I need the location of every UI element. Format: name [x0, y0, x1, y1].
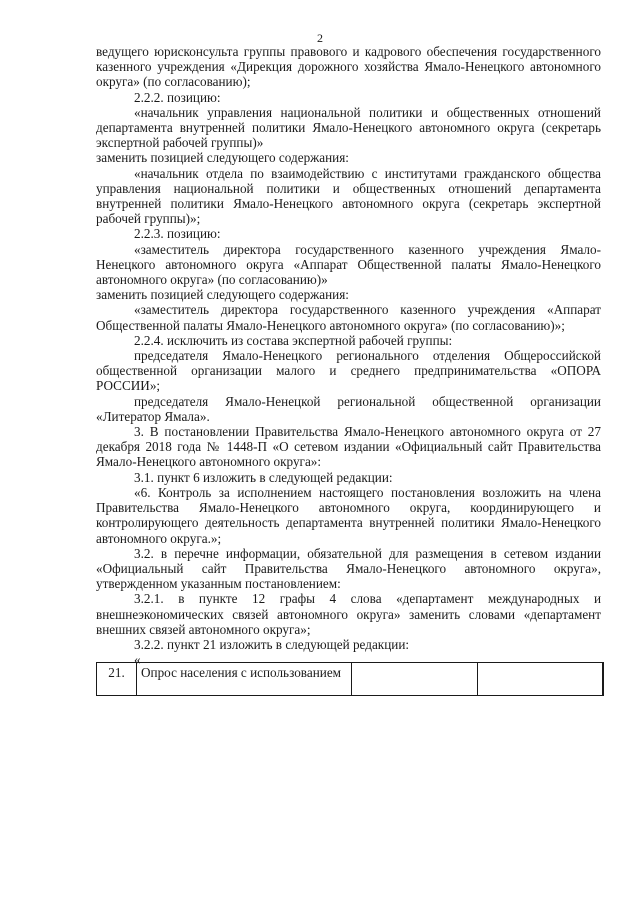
paragraph: 3. В постановлении Правительства Ямало-Ненецкого автономного округа от 27 декабря 2018 года № 1448-П «О сетевом издании «Официальный сайт Правительства Ямало-Ненецкого автономного округа»: [96, 424, 601, 470]
paragraph: 3.2.1. в пункте 12 графы 4 слова «департамент международных и внешнеэкономических связей автономного округа» заменить словами «департамент внешних связей автономного округа»; [96, 591, 601, 637]
paragraph: 2.2.2. позицию: [134, 89, 221, 105]
paragraph: 2.2.3. позицию: [134, 226, 221, 242]
position-table [96, 662, 604, 696]
paragraph: «заместитель директора государственного казенного учреждения Ямало-Ненецкого автономного округа «Аппарат Общественной палаты Ямало-Ненецкого автономного округа» (по согласованию)» [96, 241, 601, 288]
paragraph: «6. Контроль за исполнением настоящего постановления возложить на члена Правительства Ямало-Ненецкого автономного округа, координирующего и контролирующего деятельность департамента внутренней политики Ямало-Ненецкого автономного округа.»; [96, 484, 601, 546]
table-cell-empty [352, 663, 478, 696]
paragraph: заменить позицией следующего содержания: [96, 287, 349, 303]
paragraph: 3.2.2. пункт 21 изложить в следующей редакции: [134, 636, 410, 652]
paragraph: 3.1. пункт 6 изложить в следующей редакции: [134, 469, 393, 485]
table-cell-empty [603, 663, 604, 696]
paragraph: «начальник отдела по взаимодействию с институтами гражданского общества управления национальной политики и общественных отношений департамента внутренней политики Ямало-Ненецкого автономного округа (секретарь экспертной рабочей группы)»; [96, 165, 601, 227]
paragraph: 3.2. в перечне информации, обязательной для размещения в сетевом издании «Официальный сайт Правительства Ямало-Ненецкого автономного округа», утвержденном указанным постановлением: [96, 545, 601, 592]
paragraph: ведущего юрисконсульта группы правового и кадрового обеспечения государственного казенного учреждения «Дирекция дорожного хозяйства Ямало-Ненецкого автономного округа» (по согласованию); [96, 44, 601, 90]
table-cell-number: 21. [97, 663, 137, 696]
table-cell-empty [478, 663, 603, 696]
quote-opener: « [134, 652, 141, 668]
paragraph: 2.2.4. исключить из состава экспертной рабочей группы: [134, 332, 453, 348]
table-cell-name: Опрос населения с использованием [137, 663, 352, 696]
paragraph: заменить позицией следующего содержания: [96, 150, 349, 166]
page-number: 2 [317, 31, 323, 45]
paragraph: «начальник управления национальной политики и общественных отношений департамента внутренней политики Ямало-Ненецкого автономного округа (секретарь экспертной рабочей группы)» [96, 104, 601, 151]
paragraph: председателя Ямало-Ненецкого регионального отделения Общероссийской общественной организации малого и среднего предпринимательства «ОПОРА РОССИИ»; [96, 348, 601, 394]
table-row [97, 663, 604, 696]
document-body [96, 44, 601, 666]
paragraph: председателя Ямало-Ненецкой региональной общественной организации «Литератор Ямала». [96, 393, 601, 424]
paragraph: «заместитель директора государственного казенного учреждения «Аппарат Общественной палаты Ямало-Ненецкого автономного округа» (по согласованию)»; [96, 302, 601, 333]
